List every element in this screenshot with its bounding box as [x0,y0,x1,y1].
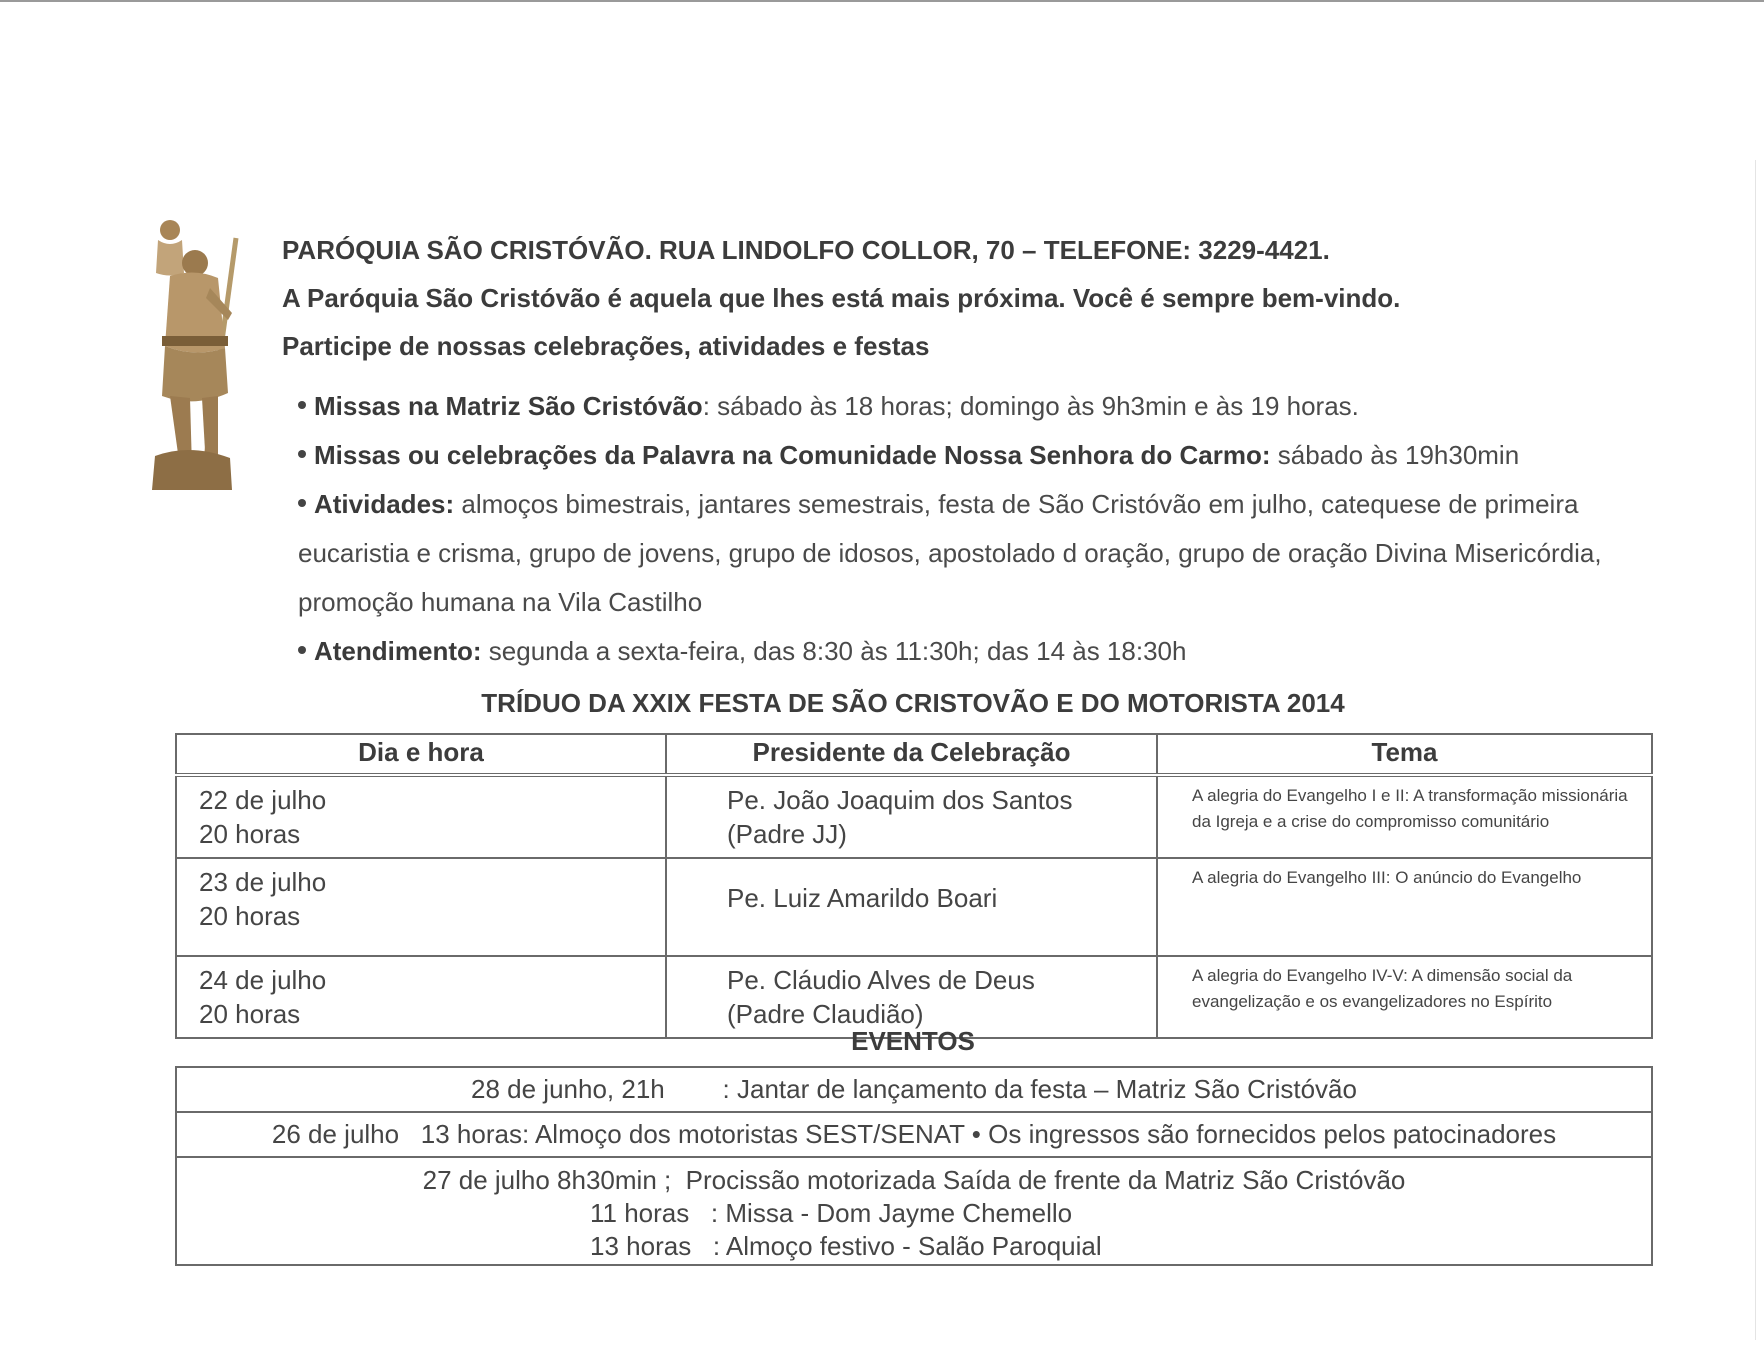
event-text: 27 de julho 8h30min ; Procissão motorizada Saída de frente da Matriz São Cristóvão [422,1165,1406,1195]
parish-address-line: PARÓQUIA SÃO CRISTÓVÃO. RUA LINDOLFO COLLOR, 70 – TELEFONE: 3229-4421. [282,235,1330,265]
event-text: 28 de junho, 21h : Jantar de lançamento da festa – Matriz São Cristóvão [471,1074,1357,1104]
bullet-atividades [298,480,1688,627]
event-row [177,1158,1651,1264]
schedule-bullets [298,382,1688,676]
president-cell [666,775,1157,858]
date-text: 23 de julho [199,867,327,897]
president-nickname: (Padre JJ) [727,819,847,849]
bullet-label: Atendimento: [314,636,482,666]
column-header-dia-hora: Dia e hora [176,734,666,775]
president-cell [666,858,1157,956]
bullet-text: almoços bimestrais, jantares semestrais, festa de São Cristóvão em julho, catequese de primeira eucaristia e crisma, grupo de jovens, grupo de idosos, apostolado d oração, grupo de oração Divina Misericórdia, promoção humana na Vila Castilho [298,489,1602,617]
event-row [177,1068,1651,1113]
column-header-tema: Tema [1157,734,1652,775]
saint-christopher-statue-image [140,218,250,496]
bullet-dot-icon [298,646,306,654]
table-row [176,858,1652,956]
bullet-atendimento [298,627,1688,676]
president-name: Pe. João Joaquim dos Santos [727,785,1073,815]
scan-edge-line [1755,160,1756,1340]
eventos-table [175,1066,1653,1266]
bullet-text: segunda a sexta-feira, das 8:30 às 11:30h; das 14 às 18:30h [481,636,1187,666]
bullet-missas-matriz [298,382,1688,431]
event-subline: 11 horas : Missa - Dom Jayme Chemello [525,1198,1073,1228]
theme-cell: A alegria do Evangelho IV-V: A dimensão social da evangelização e os evangelizadores no Espírito [1157,956,1652,1038]
theme-cell: A alegria do Evangelho I e II: A transformação missionária da Igreja e a crise do compromisso comunitário [1157,775,1652,858]
day-cell [176,858,666,956]
bullet-text: sábado às 19h30min [1270,440,1520,470]
triduo-title: TRÍDUO DA XXIX FESTA DE SÃO CRISTOVÃO E DO MOTORISTA 2014 [481,688,1345,718]
event-subline: 13 horas : Almoço festivo - Salão Paroquial [525,1231,1102,1261]
president-nickname: (Padre Claudião) [727,999,924,1029]
bullet-dot-icon [298,499,306,507]
top-border-line [0,0,1764,2]
column-header-presidente: Presidente da Celebração [666,734,1157,775]
president-name: Pe. Cláudio Alves de Deus [727,965,1035,995]
time-text: 20 horas [199,999,301,1029]
triduo-table [175,733,1653,1039]
parish-header [282,226,1702,370]
bullet-label: Missas na Matriz São Cristóvão [314,391,703,421]
date-text: 24 de julho [199,965,327,995]
table-row [176,775,1652,858]
president-name: Pe. Luiz Amarildo Boari [727,883,998,913]
time-text: 20 horas [199,819,301,849]
event-row [177,1113,1651,1158]
bullet-dot-icon [298,450,306,458]
bullet-text: : sábado às 18 horas; domingo às 9h3min e às 19 horas. [702,391,1359,421]
invitation-line: Participe de nossas celebrações, atividades e festas [282,331,930,361]
eventos-title: EVENTOS [851,1026,975,1056]
event-text: 26 de julho 13 horas: Almoço dos motoristas SEST/SENAT • Os ingressos são fornecidos pelos patocinadores [271,1119,1557,1149]
welcome-line: A Paróquia São Cristóvão é aquela que lhes está mais próxima. Você é sempre bem-vindo. [282,283,1401,313]
day-cell [176,775,666,858]
bullet-dot-icon [298,401,306,409]
bullet-missas-comunidade [298,431,1688,480]
bullet-label: Atividades: [314,489,455,519]
bullet-label: Missas ou celebrações da Palavra na Comunidade Nossa Senhora do Carmo: [314,440,1271,470]
theme-cell: A alegria do Evangelho III: O anúncio do Evangelho [1157,858,1652,956]
table-header-row [176,734,1652,775]
date-text: 22 de julho [199,785,327,815]
time-text: 20 horas [199,901,301,931]
